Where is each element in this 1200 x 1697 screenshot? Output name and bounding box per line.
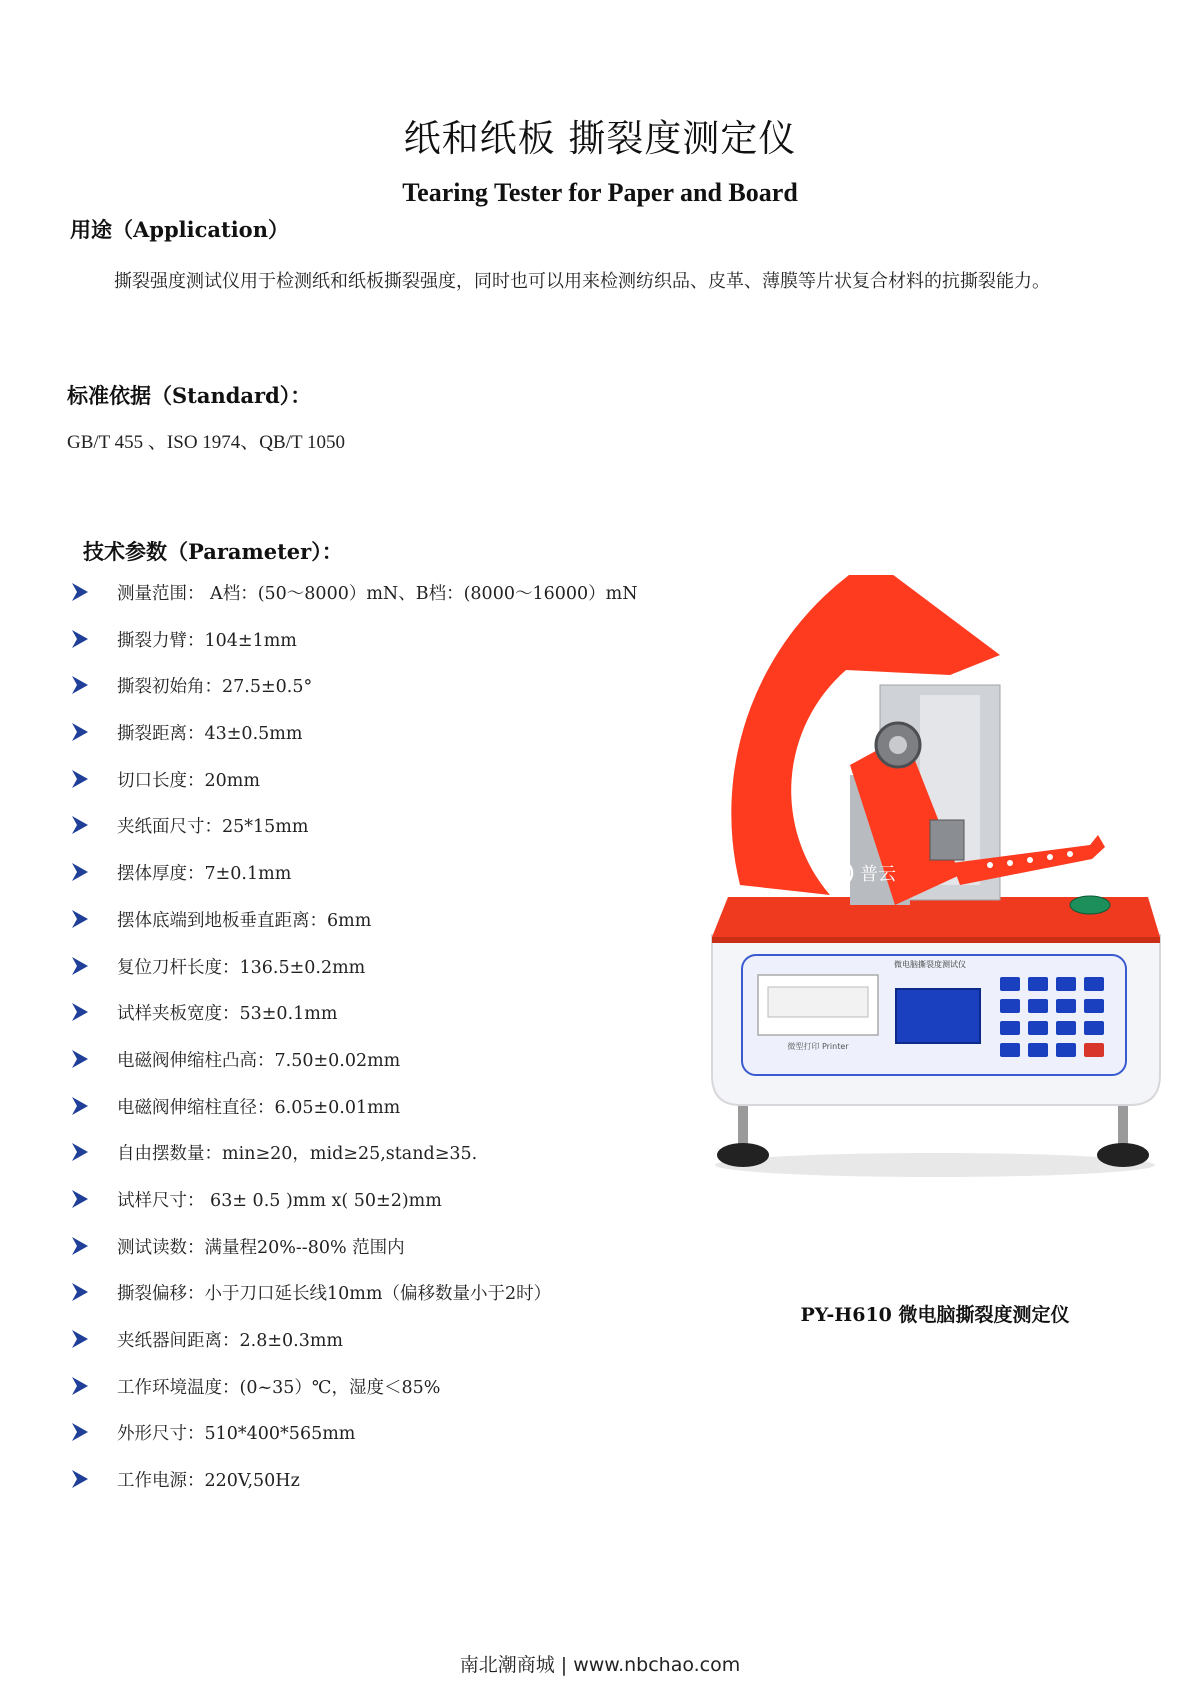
parameter-item [70,1374,638,1421]
keypad-key[interactable] [1028,1043,1048,1057]
parameter-list [70,580,638,1514]
parameter-text: 撕裂偏移：小于刀口延长线10mm（偏移数量小于2时） [117,1284,552,1305]
parameter-text: 测试读数：满量程20%--80% 范围内 [117,1237,405,1258]
keypad-key[interactable] [1056,977,1076,991]
standard-heading: 标准依据（Standard）： [67,383,312,408]
keypad-key[interactable] [1028,999,1048,1013]
keypad-key[interactable] [1028,977,1048,991]
arrow-bullet-icon [70,1049,90,1069]
keypad-key[interactable] [1000,1043,1020,1057]
pivot-center [889,736,907,754]
parameter-text: 测量范围： A档：(50～8000）mN、B档：(8000～16000）mN [117,584,638,604]
parameter-item [70,1467,638,1514]
keypad-key[interactable] [1000,1021,1020,1035]
arrow-bullet-icon [70,769,90,789]
arrow-bullet-icon [70,909,90,929]
arrow-bullet-icon [70,862,90,882]
parameter-item [70,1000,638,1047]
foot-right [1097,1143,1149,1167]
parameter-item [70,767,638,814]
arrow-bullet-icon [70,1329,90,1349]
arrow-bullet-icon [70,815,90,835]
arrow-bullet-icon [70,1282,90,1302]
printer-label: 微型打印 Printer [787,1042,849,1051]
parameter-item [70,1047,638,1094]
parameter-text: 工作环境温度：(0~35）℃，湿度＜85% [117,1377,441,1398]
parameter-item [70,1234,638,1281]
clamp [930,820,964,860]
parameter-item [70,720,638,767]
parameter-text: 撕裂初始角：27.5±0.5° [117,677,313,698]
brand-logo [828,861,896,885]
parameter-text: 工作电源：220V,50Hz [117,1471,300,1492]
arrow-bullet-icon [70,582,90,602]
keypad-key[interactable] [1084,977,1104,991]
footer-text: 南北潮商城 | www.nbchao.com [459,1654,741,1676]
arrow-bullet-icon [70,1422,90,1442]
parameter-text: 试样尺寸： 63± 0.5 )mm x( 50±2)mm [117,1190,442,1211]
parameter-item [70,1327,638,1374]
arrow-bullet-icon [70,1236,90,1256]
parameter-item [70,1280,638,1327]
parameter-text: 电磁阀伸缩柱直径：6.05±0.01mm [117,1097,401,1118]
arrow-bullet-icon [70,1376,90,1396]
parameter-item [70,1187,638,1234]
parameter-text: 夹纸面尺寸：25*15mm [117,817,309,838]
top-plate-edge [712,937,1160,943]
svg-text:普云: 普云 [860,864,896,885]
parameter-text: 外形尺寸：510*400*565mm [117,1424,356,1445]
foot-left-stem [738,1105,748,1145]
page-title: 纸和纸板 撕裂度测定仪 [403,117,797,160]
parameter-text: 复位刀杆长度：136.5±0.2mm [117,957,366,978]
arrow-bullet-icon [70,629,90,649]
arrow-bullet-icon [70,956,90,976]
parameter-text: 自由摆数量：min≥20，mid≥25,stand≥35. [117,1144,478,1165]
parameter-text: 夹纸器间距离：2.8±0.3mm [117,1331,344,1351]
foot-left [717,1143,769,1167]
arrow-bullet-icon [70,722,90,742]
product-caption: PY-H610 微电脑撕裂度测定仪 [800,1304,1070,1326]
parameter-item [70,673,638,720]
page-subtitle: Tearing Tester for Paper and Board [402,178,798,207]
panel-title: 微电脑撕裂度测试仪 [894,960,966,969]
arrow-bullet-icon [70,675,90,695]
parameter-text: 摆体厚度：7±0.1mm [117,864,292,885]
parameter-item [70,580,638,627]
parameter-text: 撕裂距离：43±0.5mm [117,724,303,745]
keypad-key[interactable] [1084,1043,1104,1057]
keypad-key[interactable] [1028,1021,1048,1035]
arrow-bullet-icon [70,1189,90,1209]
keypad-key[interactable] [1084,999,1104,1013]
parameter-item [70,627,638,674]
keypad-key[interactable] [1056,1043,1076,1057]
parameter-item [70,907,638,954]
parameter-text: 切口长度：20mm [117,770,260,791]
application-text: 撕裂强度测试仪用于检测纸和纸板撕裂强度，同时也可以用来检测纺织品、皮革、薄膜等片状复合材料的抗撕裂能力。 [114,271,1050,292]
parameter-text: 试样夹板宽度：53±0.1mm [117,1004,338,1025]
arrow-bullet-icon [70,1142,90,1162]
arrow-bullet-icon [70,1469,90,1489]
parameter-heading: 技术参数（Parameter）： [83,539,343,564]
base-shadow [715,1153,1155,1177]
printer-paper [768,987,868,1017]
arrow-bullet-icon [70,1096,90,1116]
keypad-key[interactable] [1056,999,1076,1013]
parameter-item [70,1140,638,1187]
parameter-text: 摆体底端到地板垂直距离：6mm [117,910,372,931]
parameter-item [70,1094,638,1141]
parameter-item [70,1420,638,1467]
foot-right-stem [1118,1105,1128,1145]
keypad-key[interactable] [1000,999,1020,1013]
keypad-key[interactable] [1084,1021,1104,1035]
product-image [700,575,1170,1255]
keypad-key[interactable] [1000,977,1020,991]
parameter-item [70,954,638,1001]
application-heading: 用途（Application） [70,217,289,242]
parameter-text: 电磁阀伸缩柱凸高：7.50±0.02mm [117,1050,401,1071]
parameter-item [70,813,638,860]
arrow-bullet-icon [70,1002,90,1022]
bubble-level [1070,896,1110,914]
keypad-key[interactable] [1056,1021,1076,1035]
parameter-text: 撕裂力臂：104±1mm [117,630,297,651]
lcd-screen [896,989,980,1043]
standard-text: GB/T 455 、ISO 1974、QB/T 1050 [67,432,345,453]
parameter-item [70,860,638,907]
